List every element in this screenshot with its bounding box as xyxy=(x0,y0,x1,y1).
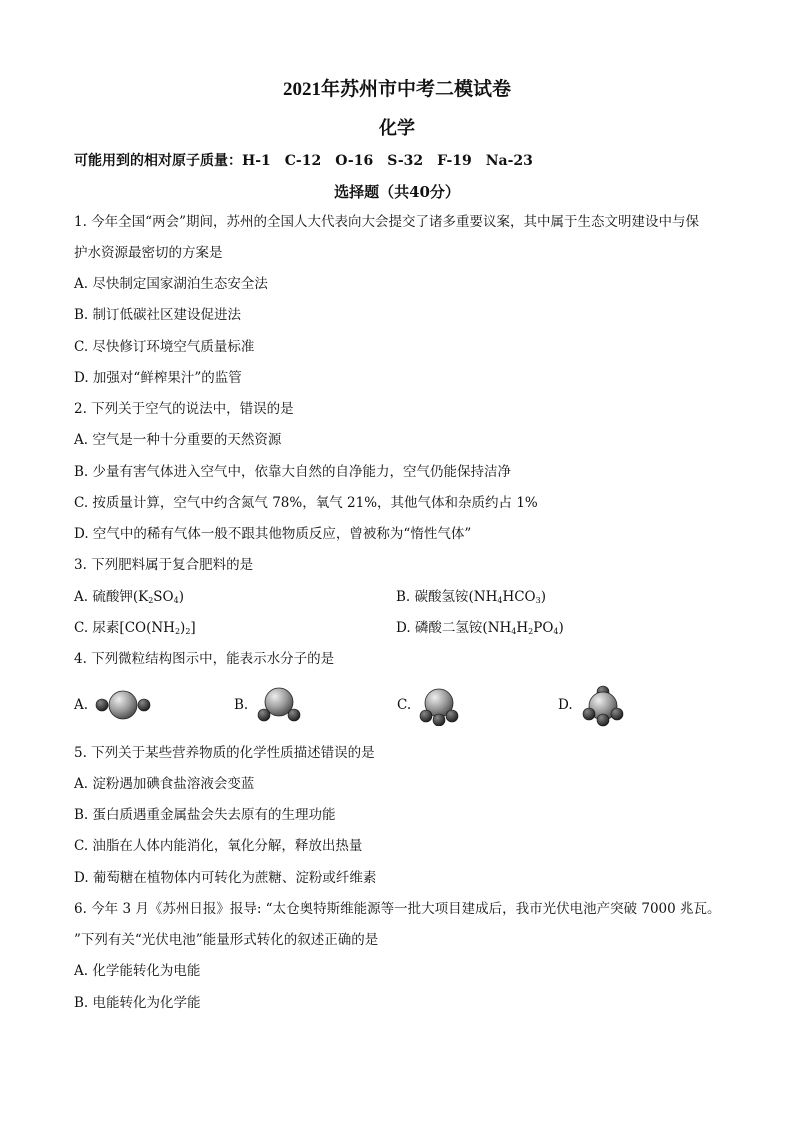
q2-option-c: C. 按质量计算，空气中约含氮气 78%，氧气 21%，其他气体和杂质约占 1% xyxy=(74,495,538,511)
q6-option-b: B. 电能转化为化学能 xyxy=(74,995,201,1011)
atom-small xyxy=(446,710,458,722)
q4-label-c: C. xyxy=(397,697,412,713)
q2-option-b: B. 少量有害气体进入空气中，依靠大自然的自净能力，空气仍能保持洁净 xyxy=(74,464,512,480)
q5-stem: 5. 下列关于某些营养物质的化学性质描述错误的是 xyxy=(74,745,375,761)
q4-stem: 4. 下列微粒结构图示中，能表示水分子的是 xyxy=(74,651,335,667)
q4-molecule-d xyxy=(580,683,626,727)
q4-molecule-c xyxy=(416,686,462,726)
q3-stem: 3. 下列肥料属于复合肥料的是 xyxy=(74,557,254,573)
q1-option-b: B. 制订低碳社区建设促进法 xyxy=(74,307,242,323)
q4-label-d: D. xyxy=(558,697,573,713)
q5-option-b: B. 蛋白质遇重金属盐会失去原有的生理功能 xyxy=(74,807,336,823)
atom-small xyxy=(96,699,108,711)
q2-option-a: A. 空气是一种十分重要的天然资源 xyxy=(74,432,282,448)
atom-small xyxy=(611,708,623,720)
atom-small xyxy=(583,708,595,720)
q5-option-c: C. 油脂在人体内能消化，氧化分解，释放出热量 xyxy=(74,838,363,854)
atom-small xyxy=(433,714,445,726)
q3-option-d: D. 磷酸二氢铵$(NH_4H_2PO_4)$ xyxy=(396,620,564,636)
subject-title: 化学 xyxy=(379,118,415,138)
atom-large xyxy=(109,691,137,719)
q4-label-a: A. xyxy=(74,697,89,713)
q1-option-a: A. 尽快制定国家湖泊生态安全法 xyxy=(74,276,268,292)
section-heading: 选择题（共40分） xyxy=(334,183,460,201)
q6-stem-line1: 6. 今年 3 月《苏州日报》报导: “太仓奥特斯维能源等一批大项目建成后，我市光伏电池产突破 7000 兆瓦。 xyxy=(74,901,721,917)
q3-option-a: A. 硫酸钾$(K_2SO_4)$ xyxy=(74,589,184,605)
q4-label-b: B. xyxy=(234,697,249,713)
q2-option-d: D. 空气中的稀有气体一般不跟其他物质反应，曾被称为“惰性气体” xyxy=(74,526,472,542)
q3-option-c: C. 尿素$[CO(NH_2)_2]$ xyxy=(74,620,196,636)
atomic-mass-line: 可能用到的相对原子质量：H-1 C-12 O-16 S-32 F-19 Na-23 xyxy=(74,153,533,169)
q5-option-d: D. 葡萄糖在植物体内可转化为蔗糖、淀粉或纤维素 xyxy=(74,870,377,886)
q1-stem-line2: 护水资源最密切的方案是 xyxy=(74,245,223,261)
q1-stem-line1: 1. 今年全国“两会”期间，苏州的全国人大代表向大会提交了诸多重要议案，其中属于生态文明建设中与保 xyxy=(74,214,699,230)
q4-molecule-b xyxy=(254,686,304,724)
q5-option-a: A. 淀粉遇加碘食盐溶液会变蓝 xyxy=(74,776,255,792)
atom-small xyxy=(258,709,270,721)
q6-option-a: A. 化学能转化为电能 xyxy=(74,963,201,979)
q1-option-d: D. 加强对“鲜榨果汁”的监管 xyxy=(74,370,242,386)
q1-option-c: C. 尽快修订环境空气质量标准 xyxy=(74,339,255,355)
atom-small xyxy=(420,710,432,722)
atom-small xyxy=(138,699,150,711)
q4-molecule-a xyxy=(92,688,154,722)
exam-title: 2021年苏州市中考二模试卷 xyxy=(282,79,511,100)
q2-stem: 2. 下列关于空气的说法中，错误的是 xyxy=(74,401,294,417)
atom-small xyxy=(288,709,300,721)
q3-option-b: B. 碳酸氢铵$(NH_4HCO_3)$ xyxy=(396,589,546,605)
atom-small xyxy=(597,714,609,726)
q6-stem-line2: ”下列有关“光伏电池”能量形式转化的叙述正确的是 xyxy=(74,932,379,948)
